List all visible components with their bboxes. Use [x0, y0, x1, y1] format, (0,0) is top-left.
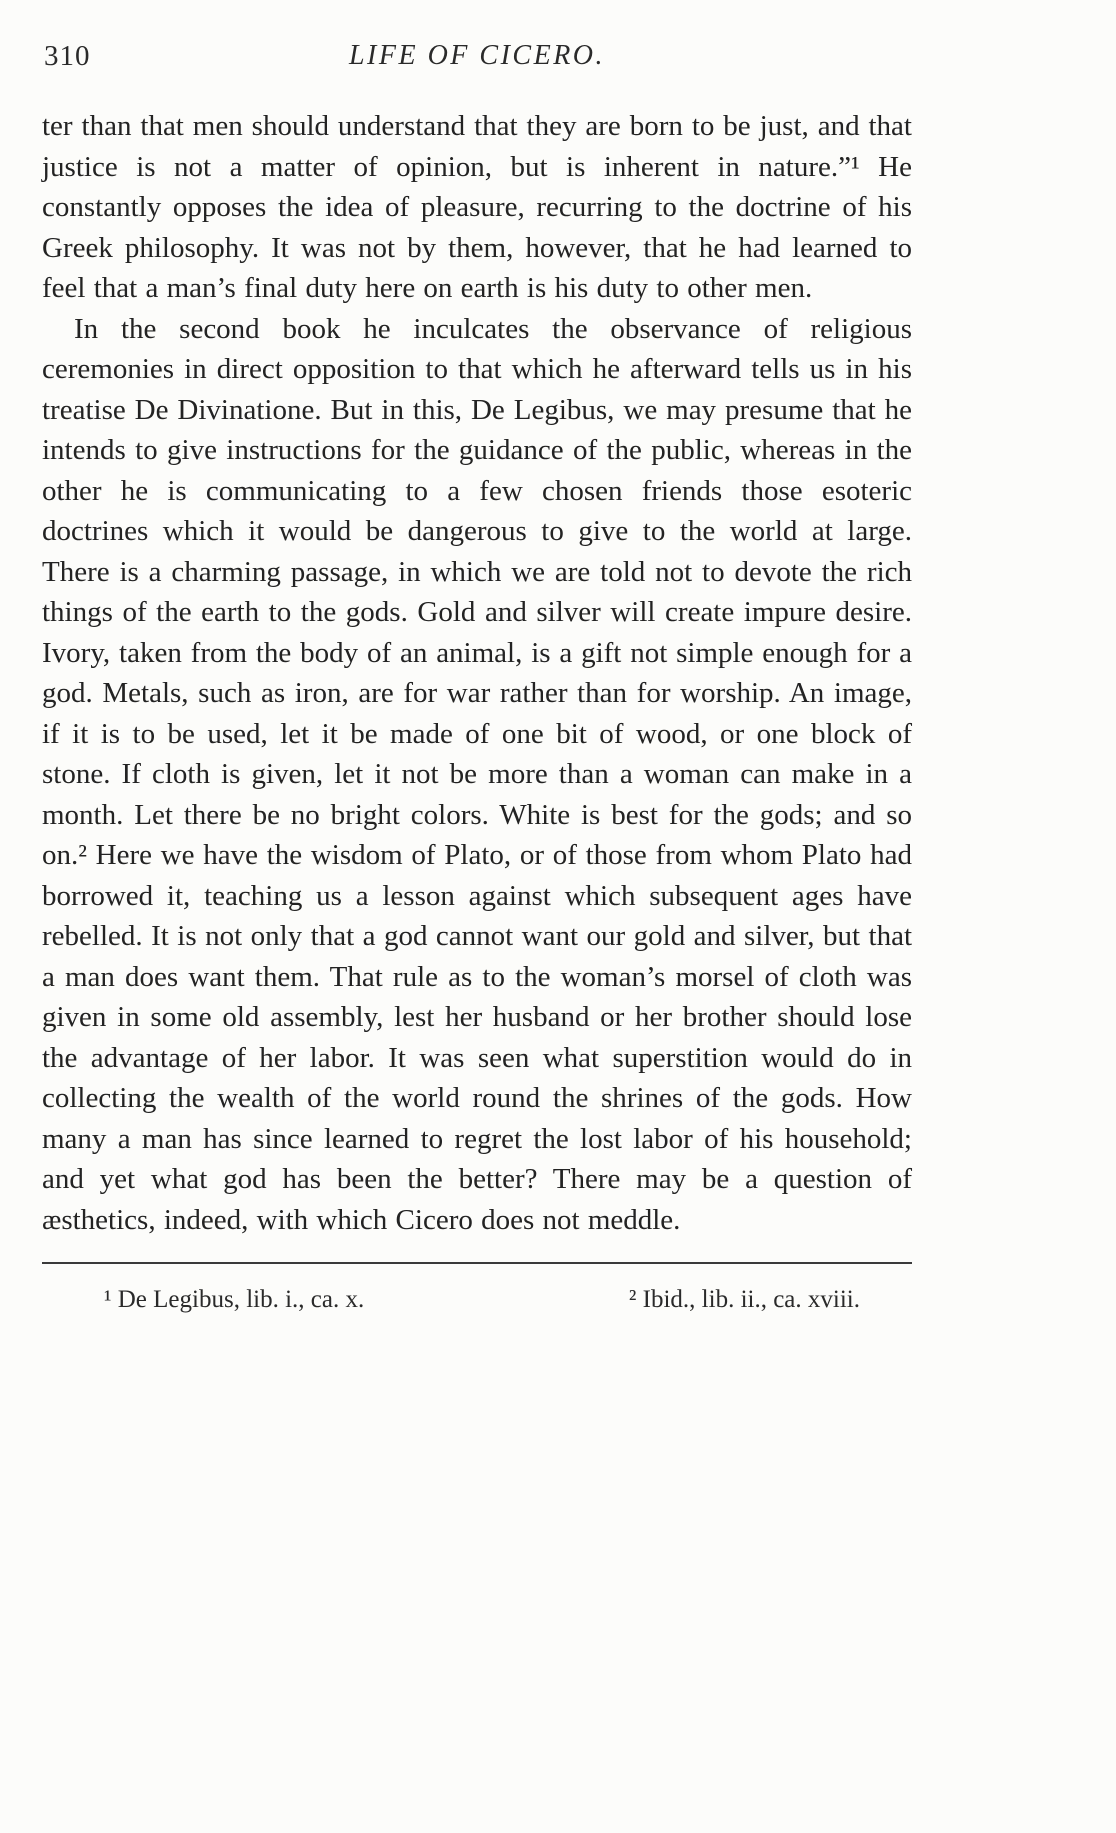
- page-header: [42, 40, 912, 84]
- footnote-1: ¹ De Legibus, lib. i., ca. x.: [104, 1286, 365, 1313]
- footnote-rule: [42, 1262, 912, 1264]
- page-number: 310: [44, 40, 91, 72]
- running-title: LIFE OF CICERO.: [348, 40, 606, 71]
- paragraph-second-book: In the second book he inculcates the observance of religious ceremonies in direct opposition to that which he afterward tells us in his treatise De Divinatione. But in this, De Legibus, we may presume that he intends to give instructions for the guidance of the public, whereas in the other he is communicating to a few chosen friends those esoteric doctrines which it would be dangerous to give to the world at large. There is a charming passage, in which we are told not to devote the rich things of the earth to the gods. Gold and silver will create impure desire. Ivory, taken from the body of an animal, is a gift not simple enough for a god. Metals, such as iron, are for war rather than for worship. An image, if it is to be used, let it be made of one bit of wood, or one block of stone. If cloth is given, let it not be more than a woman can make in a month. Let there be no bright colors. White is best for the gods; and so on.² Here we have the wisdom of Plato, or of those from whom Plato had borrowed it, teaching us a lesson against which subsequent ages have rebelled. It is not only that a god cannot want our gold and silver, but that a man does want them. That rule as to the woman’s morsel of cloth was given in some old assembly, lest her husband or her brother should lose the advantage of her labor. It was seen what superstition would do in collecting the wealth of the world round the shrines of the gods. How many a man has since learned to regret the lost labor of his household; and yet what god has been the better? There may be a question of æsthetics, indeed, with which Cicero does not meddle.: [42, 312, 912, 1236]
- footnotes: [42, 1286, 912, 1314]
- paragraph-continuation: ter than that men should understand that they are born to be just, and that justice is not a matter of opinion, but is inherent in nature.”¹ He constantly opposes the idea of pleasure, recurring to the doctrine of his Greek philosophy. It was not by them, however, that he had learned to feel that a man’s final duty here on earth is his duty to other men.: [42, 110, 912, 304]
- footnote-2: ² Ibid., lib. ii., ca. xviii.: [628, 1286, 860, 1313]
- body-text: [42, 106, 912, 1240]
